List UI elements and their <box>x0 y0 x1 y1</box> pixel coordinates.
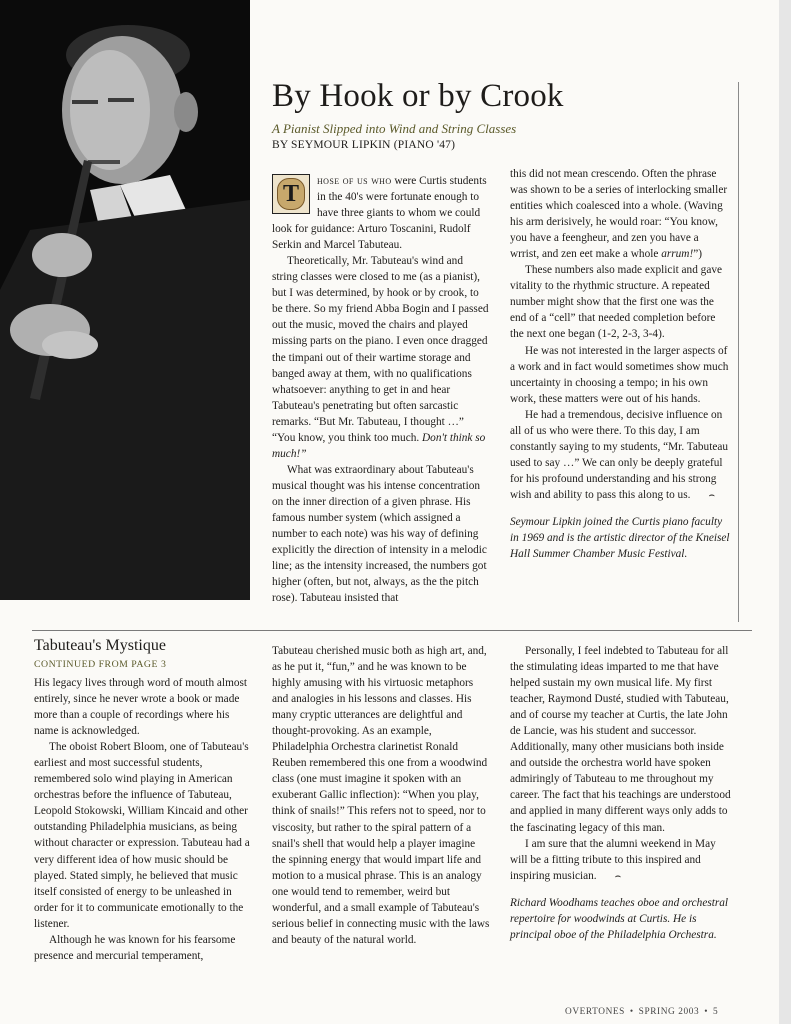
author-bio: Seymour Lipkin joined the Curtis piano faculty in 1969 and is the artistic director of the Kneisel Hall Summer Chamber Music Festival. <box>510 515 730 561</box>
author-bio: Richard Woodhams teaches oboe and orchestral repertoire for woodwinds at Curtis. He is principal oboe of the Philadelphia Orchestra. <box>510 896 729 941</box>
article-paragraph: The oboist Robert Bloom, one of Tabuteau's earliest and most successful students, remembered solo wind playing in American orchestras before the influence of Tabuteau, Leopold Stokowski, William Kincaid and other outstanding Philadelphia musicians, as being without character or expression. Tabuteau had a very different idea of how music should be played. Stated simply, he believed that music itself consisted of energy to be unleashed in order for it to communicate emotionally to the listener. <box>34 741 250 930</box>
lead-smallcaps: hose of us who <box>317 175 392 187</box>
article-paragraph: Theoretically, Mr. Tabuteau's wind and string classes were closed to me (as a pianist), but I was determined, by hook or by crook, to be there. So my friend Abba Bogin and I passed out the music, moved the chairs and played missing parts on the piano. I even once dragged the timpani out of their wartime storage and banged away at them, with no qualifications whatsoever: anything to get in and hear Tabuteau's penetrating but often sarcastic remarks. “But Mr. Tabuteau, I thought …” “You know, you think too much. Don't think so much!” <box>272 255 489 460</box>
page-footer <box>565 1007 718 1017</box>
publication-name: OVERTONES <box>565 1007 625 1017</box>
separator-dot: • <box>629 1007 634 1017</box>
musician-clarinet-photo-icon <box>0 0 250 600</box>
article-paragraph: Personally, I feel indebted to Tabuteau for all the stimulating ideas imparted to me that have helped sustain my own musical life. My first teacher, Raymond Dusté, studied with Tabuteau, and of course my teacher at Curtis, the late John de Lancie, was his student and successor. Additionally, many other musicians both inside and outside the orchestra world have spoken admiringly of Tabuteau to me throughout my career. The fact that his teachings are understood and applied in many different ways only adds to the fascinating legacy of this man. <box>510 645 731 834</box>
continued-column-2 <box>272 643 490 948</box>
continued-column-3 <box>510 643 732 943</box>
ornamental-dropcap-icon <box>272 174 310 214</box>
article-subtitle: A Pianist Slipped into Wind and String Classes <box>272 121 517 136</box>
article-paragraph: His legacy lives through word of mouth almost entirely, since he never wrote a book or made more than a couple of recordings where his name is acknowledged. <box>34 677 248 738</box>
musician-photo <box>0 0 250 600</box>
article-paragraph: Although he was known for his fearsome presence and mercurial temperament, <box>34 933 236 962</box>
article-text: were Curtis students in the 40's were fortunate enough to have three giants to whom we could look for guidance: Arturo Toscanini, Rudolf Serkin and Marcel Tabuteau. <box>272 175 487 252</box>
continued-label: CONTINUED FROM PAGE 3 <box>34 659 167 670</box>
article-paragraph: He was not interested in the larger aspects of a work and in fact would sometimes show much uncertainty in choosing a tempo; in his own work, these matters were out of his hands. <box>510 344 729 405</box>
italic-quote: Don't think so much!” <box>272 431 486 460</box>
article-paragraph: this did not mean crescendo. Often the phrase was shown to be a series of interlocking smaller entities which coalesced into a whole. (Waving his arm derisively, he would roar: “You know, you have a feengheur, and zen you have a wrrist, and zen eet make a whole arrum!”) <box>510 168 728 261</box>
issue-label: SPRING 2003 <box>638 1007 700 1017</box>
italic-quote: arrum! <box>661 248 694 261</box>
article-byline: BY SEYMOUR LIPKIN (PIANO '47) <box>272 139 456 151</box>
article-paragraph: These numbers also made explicit and gave vitality to the rhythmic structure. A repeated number might show that the first one was the end of a “cell” that needed completion before the next one began (1-2, 2-3, 3-4). <box>510 264 723 341</box>
article-column-1 <box>272 173 490 606</box>
dropcap-letter: T <box>282 181 299 207</box>
column-rule <box>738 82 739 622</box>
article-paragraph: Tabuteau cherished music both as high art, and, as he put it, “fun,” and he was known to be highly amusing with his virtuosic metaphors and analogies in his lessons and classes. His many cryptic utterances are delightful and thought-provoking. As an example, Philadelphia Orchestra clarinetist Ronald Reuben remembered this one from a woodwind class (one must imagine it spoken with an exuberant Gallic inflection): “When you play, think of snails!” This refers not to speed, nor to viscosity, but rather to the spiral pattern of a snail's shell that would help a player imagine the spinning energy that would impart life and motion to a musical phrase. This is an analogy one would tend to remember, weird but wonderful, and a small example of Tabuteau's serious belief in connecting music with the laws and beauty of the natural world. <box>272 645 490 946</box>
article-column-2 <box>510 166 730 562</box>
article-paragraph: What was extraordinary about Tabuteau's musical thought was his intense concentration on the inner direction of a given phrase. His famous number system (which assigned a number to each note) was his way of defining explicitly the direction of intensity in a melodic line; as the intensity increased, the numbers got higher (often, but not, always, as the the pitch rose). Tabuteau insisted that <box>272 463 487 605</box>
section-divider <box>32 630 752 631</box>
continued-column-1 <box>34 675 254 964</box>
page-spine <box>779 0 791 1024</box>
article-paragraph <box>272 173 490 253</box>
article-title: By Hook or by Crook <box>272 78 564 114</box>
section-title: Tabuteau's Mystique <box>34 637 166 654</box>
article-paragraph: He had a tremendous, decisive influence on all of us who were there. To this day, I am constantly saying to my students, “Mr. Tabuteau used to say …” We can only be deeply grateful for his profound understanding and his strong wish and ability to pass this along to us. ⌢ <box>510 407 730 504</box>
end-mark-icon: ⌢ <box>614 870 622 882</box>
end-mark-icon: ⌢ <box>708 489 716 501</box>
page-number: 5 <box>713 1007 719 1017</box>
article-paragraph: I am sure that the alumni weekend in May will be a fitting tribute to this inspired and inspiring musician. ⌢ <box>510 836 732 885</box>
separator-dot: • <box>704 1007 709 1017</box>
